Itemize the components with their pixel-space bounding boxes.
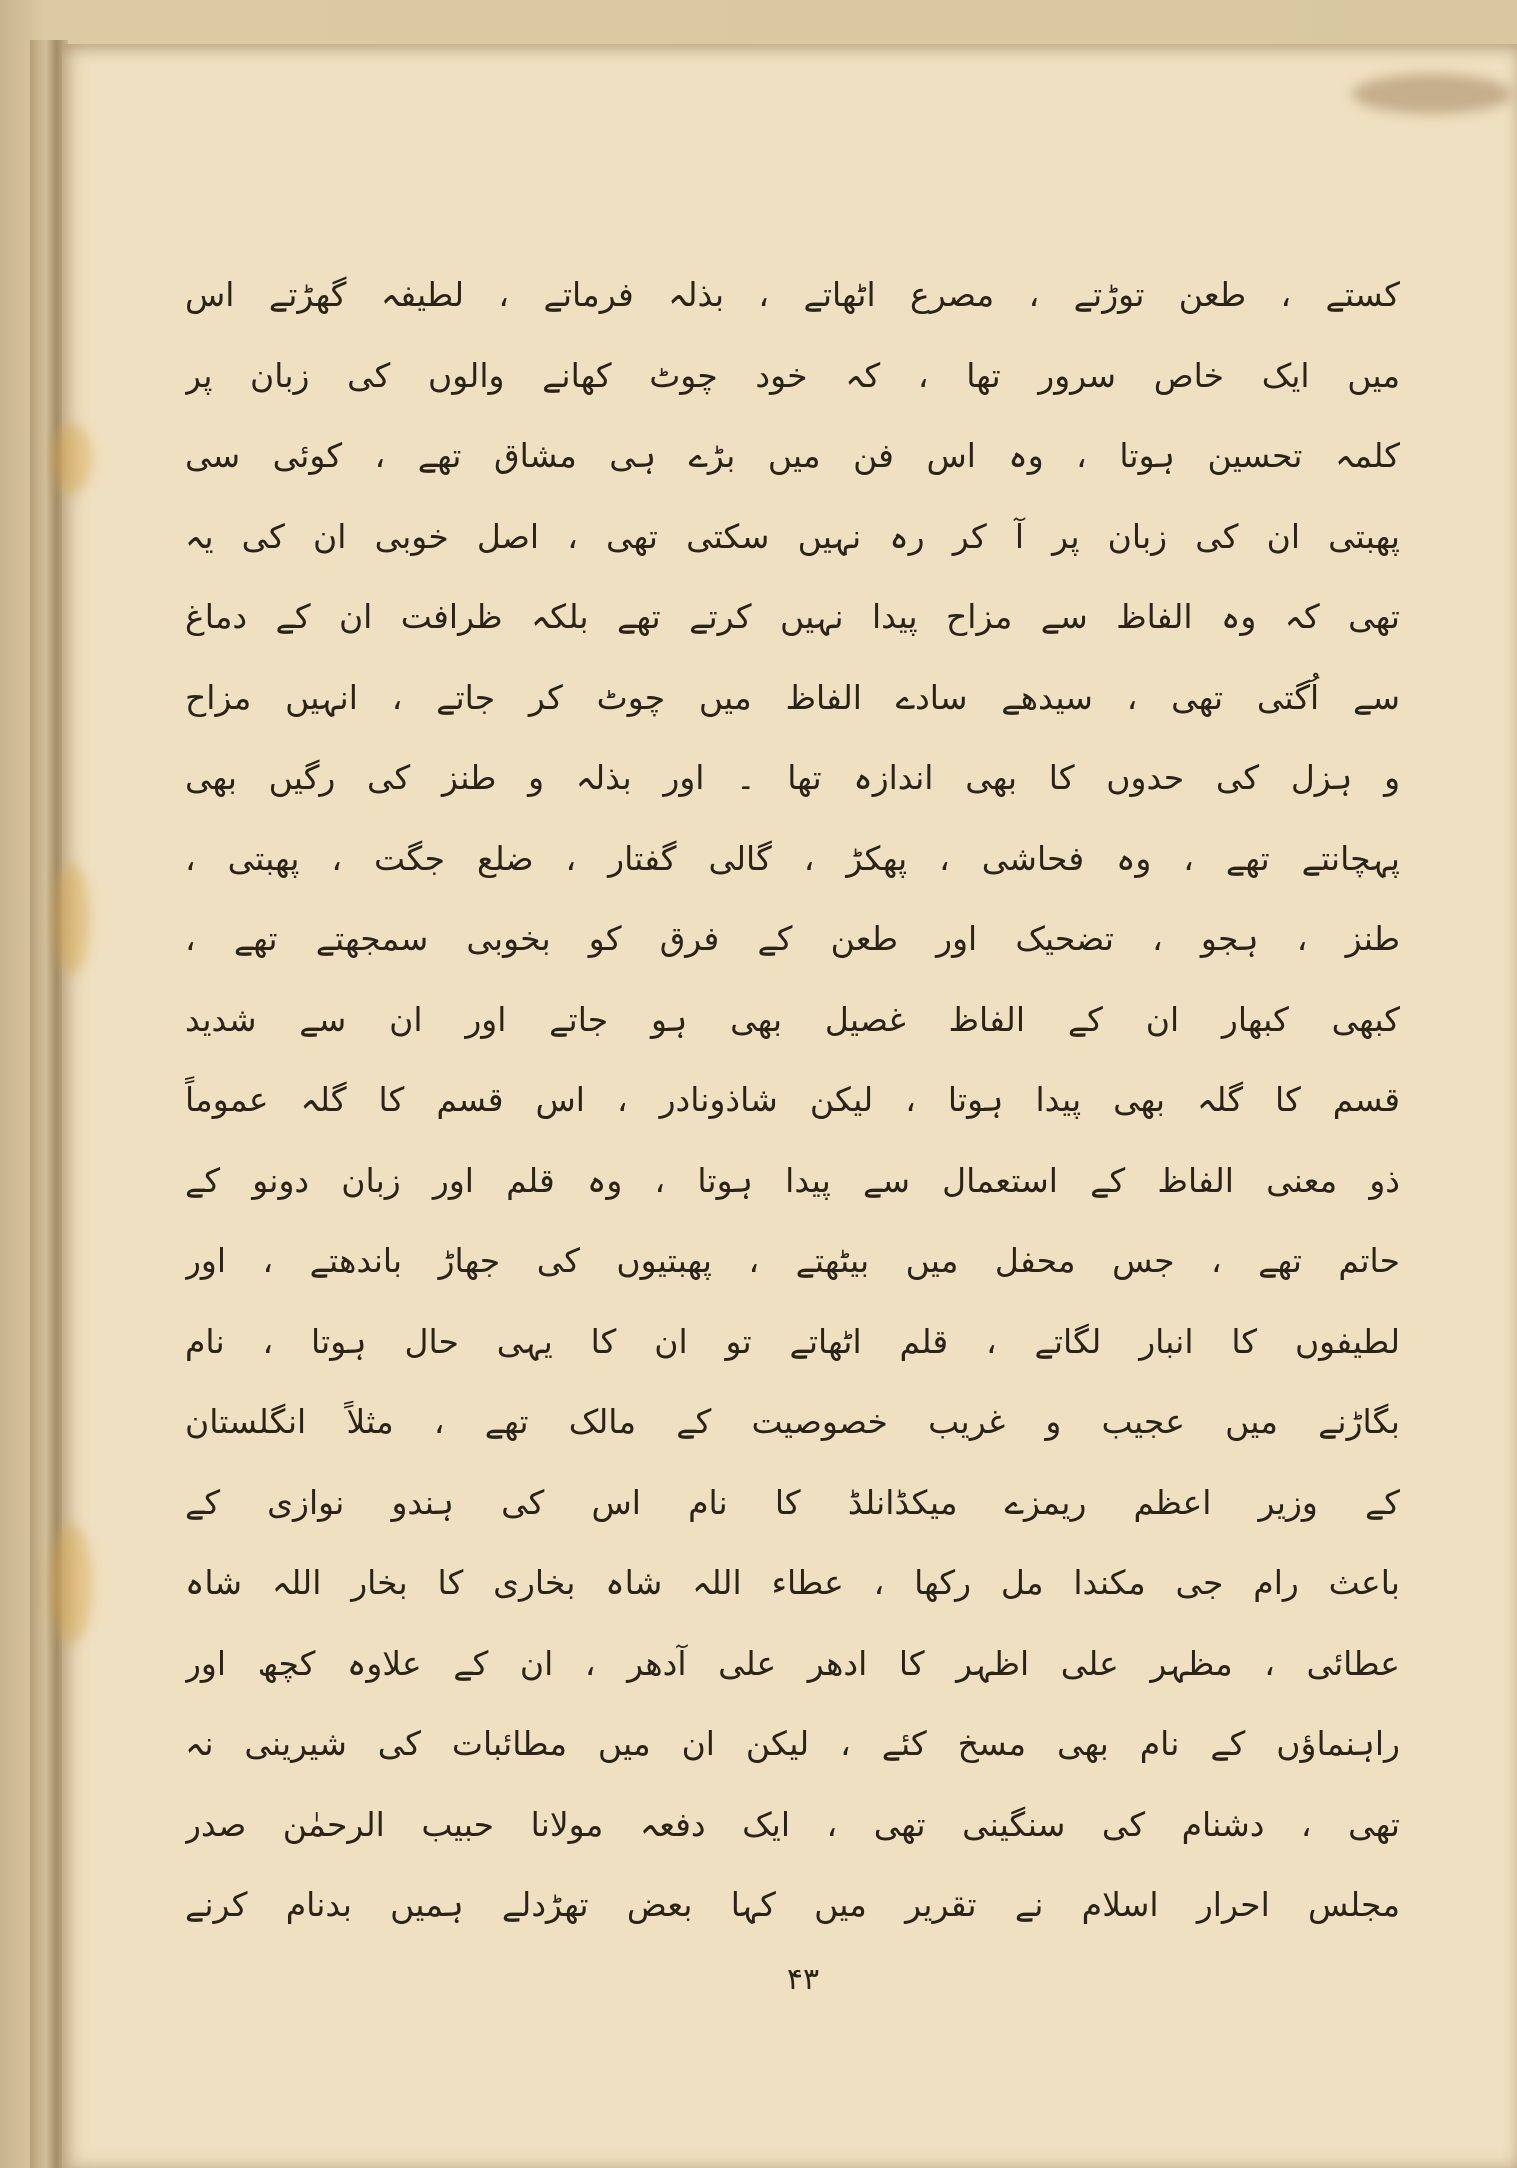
text-line-9: طنز ، ہجو ، تضحیک اور طعن کے فرق کو بخوبی سمجھتے تھے ، <box>185 919 1400 958</box>
text-line-19: راہنماؤں کے نام بھی مسخ کئے ، لیکن ان میں مطائبات کی شیرینی نہ <box>185 1724 1400 1763</box>
text-line-11: قسم کا گلہ بھی پیدا ہوتا ، لیکن شاذونادر ، اس قسم کا گلہ عموماً <box>185 1080 1400 1119</box>
text-line-18: عطائی ، مظہر علی اظہر کا ادھر علی آدھر ، ان کے علاوہ کچھ اور <box>185 1643 1400 1683</box>
text-line-15: بگاڑنے میں عجیب و غریب خصوصیت کے مالک تھے ، مثلاً انگلستان <box>185 1402 1400 1441</box>
paper-stain <box>50 1524 92 1644</box>
text-line-13: حاتم تھے ، جس محفل میں بیٹھتے ، پھبتیوں کی جھاڑ باندھتے ، اور <box>185 1241 1400 1280</box>
text-line-4: پھبتی ان کی زبان پر آ کر رہ نہیں سکتی تھی ، اصل خوبی ان کی یہ <box>185 516 1400 556</box>
paper-stain <box>54 864 90 974</box>
text-line-2: میں ایک خاص سرور تھا ، کہ خود چوٹ کھانے والوں کی زبان پر <box>185 355 1400 395</box>
paper-stain <box>52 424 92 494</box>
text-line-16: کے وزیر اعظم ریمزے میکڈانلڈ کا نام اس کی ہندو نوازی کے <box>185 1482 1400 1522</box>
text-line-14: لطیفوں کا انبار لگاتے ، قلم اٹھاتے تو ان کا یہی حال ہوتا ، نام <box>185 1321 1400 1361</box>
text-line-5: تھی کہ وہ الفاظ سے مزاح پیدا نہیں کرتے تھے بلکہ ظرافت ان کے دماغ <box>185 597 1400 636</box>
urdu-text-body <box>185 255 1400 1946</box>
text-line-8: پہچانتے تھے ، وہ فحاشی ، پھکڑ ، گالی گفتار ، ضلع جگت ، پھبتی ، <box>185 838 1400 878</box>
text-line-21: مجلس احرار اسلام نے تقریر میں کہا بعض تھڑدلے ہمیں بدنام کرنے <box>185 1885 1400 1924</box>
text-line-3: کلمہ تحسین ہوتا ، وہ اس فن میں بڑے ہی مشاق تھے ، کوئی سی <box>185 436 1400 475</box>
text-line-1: کستے ، طعن توڑتے ، مصرع اٹھاتے ، بذلہ فرماتے ، لطیفہ گھڑتے اس <box>185 275 1400 314</box>
paper-stain <box>1352 74 1512 114</box>
text-line-6: سے اُگتی تھی ، سیدھے سادے الفاظ میں چوٹ کر جاتے ، انہیں مزاح <box>185 677 1400 717</box>
text-line-17: باعث رام جی مکندا مل رکھا ، عطاء اللہ شاہ بخاری کا بخار اللہ شاہ <box>185 1563 1400 1602</box>
text-line-7: و ہزل کی حدوں کا بھی اندازہ تھا ۔ اور بذلہ و طنز کی رگیں بھی <box>185 758 1400 797</box>
page-number: ۴۳ <box>786 1962 820 1997</box>
text-line-20: تھی ، دشنام کی سنگینی تھی ، ایک دفعہ مولانا حبیب الرحمٰن صدر <box>185 1804 1400 1844</box>
text-line-12: ذو معنی الفاظ کے استعمال سے پیدا ہوتا ، وہ قلم اور زبان دونو کے <box>185 1160 1400 1200</box>
text-line-10: کبھی کبھار ان کے الفاظ غصیل بھی ہو جاتے اور ان سے شدید <box>185 999 1400 1039</box>
